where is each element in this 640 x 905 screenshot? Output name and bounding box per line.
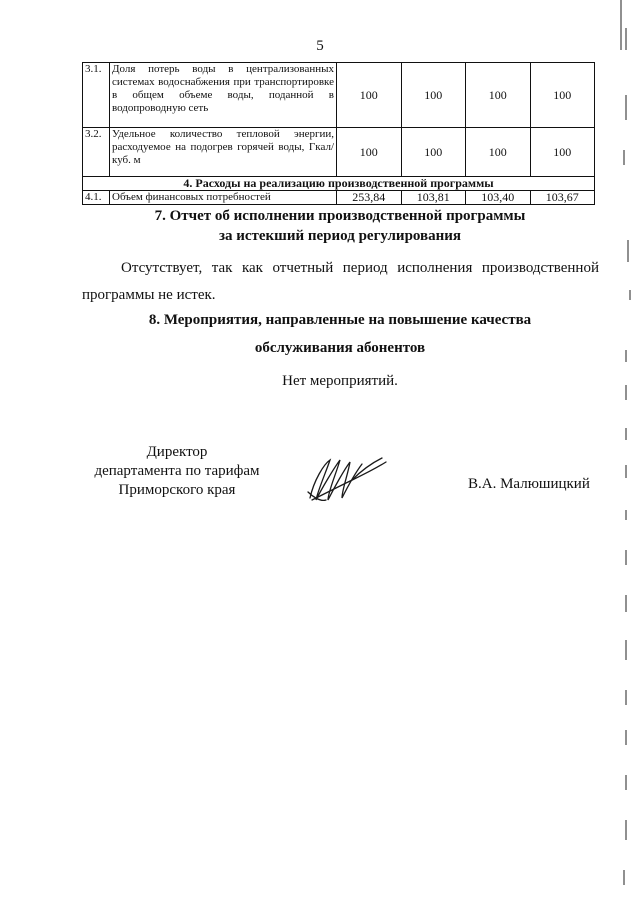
section8-title-line2: обслуживания абонентов [254, 340, 426, 356]
row-number: 3.1. [83, 63, 110, 128]
table-row [83, 63, 595, 128]
table-row [83, 191, 595, 205]
section7-title-line2: за истекший период регулирования [218, 228, 462, 244]
value-cell: 100 [466, 128, 531, 177]
table-row [83, 128, 595, 177]
section-title: 4. Расходы на реализацию производственной программы [83, 177, 595, 191]
value-cell: 100 [337, 128, 402, 177]
section7-paragraph-line1: Отсутствует, так как отчетный период исполнения производственной [121, 260, 599, 276]
section8-body: Нет мероприятий. [282, 373, 398, 389]
indicators-table [82, 62, 595, 205]
handwritten-signature [300, 450, 400, 510]
signer-title-line3: Приморского края [118, 482, 236, 498]
row-description: Объем финансовых потребностей [110, 191, 337, 205]
section-header-row [83, 177, 595, 191]
value-cell: 103,67 [530, 191, 595, 205]
value-cell: 100 [337, 63, 402, 128]
signer-title [82, 443, 272, 500]
scan-edge-marks [620, 0, 640, 905]
value-cell: 100 [401, 63, 466, 128]
row-number: 4.1. [83, 191, 110, 205]
row-description: Доля потерь воды в централизованных системах водоснабжения при транспортировке в общем объеме воды, поданной в водопроводную сеть [110, 63, 337, 128]
row-number: 3.2. [83, 128, 110, 177]
row-description: Удельное количество тепловой энергии, расходуемое на подогрев горячей воды, Гкал/куб. м [110, 128, 337, 177]
signer-title-line1: Директор [146, 444, 208, 460]
section8-title-line1: 8. Мероприятия, направленные на повышение качества [148, 312, 532, 328]
value-cell: 103,40 [466, 191, 531, 205]
section7-title-line1: 7. Отчет об исполнении производственной программы [154, 208, 526, 224]
page-number: 5 [316, 38, 324, 54]
value-cell: 100 [530, 63, 595, 128]
value-cell: 100 [466, 63, 531, 128]
section7-paragraph-line2: программы не истек. [82, 287, 216, 303]
value-cell: 253,84 [337, 191, 402, 205]
signer-name: В.А. Малюшицкий [468, 476, 590, 492]
value-cell: 103,81 [401, 191, 466, 205]
value-cell: 100 [401, 128, 466, 177]
signer-title-line2: департамента по тарифам [94, 463, 260, 479]
value-cell: 100 [530, 128, 595, 177]
